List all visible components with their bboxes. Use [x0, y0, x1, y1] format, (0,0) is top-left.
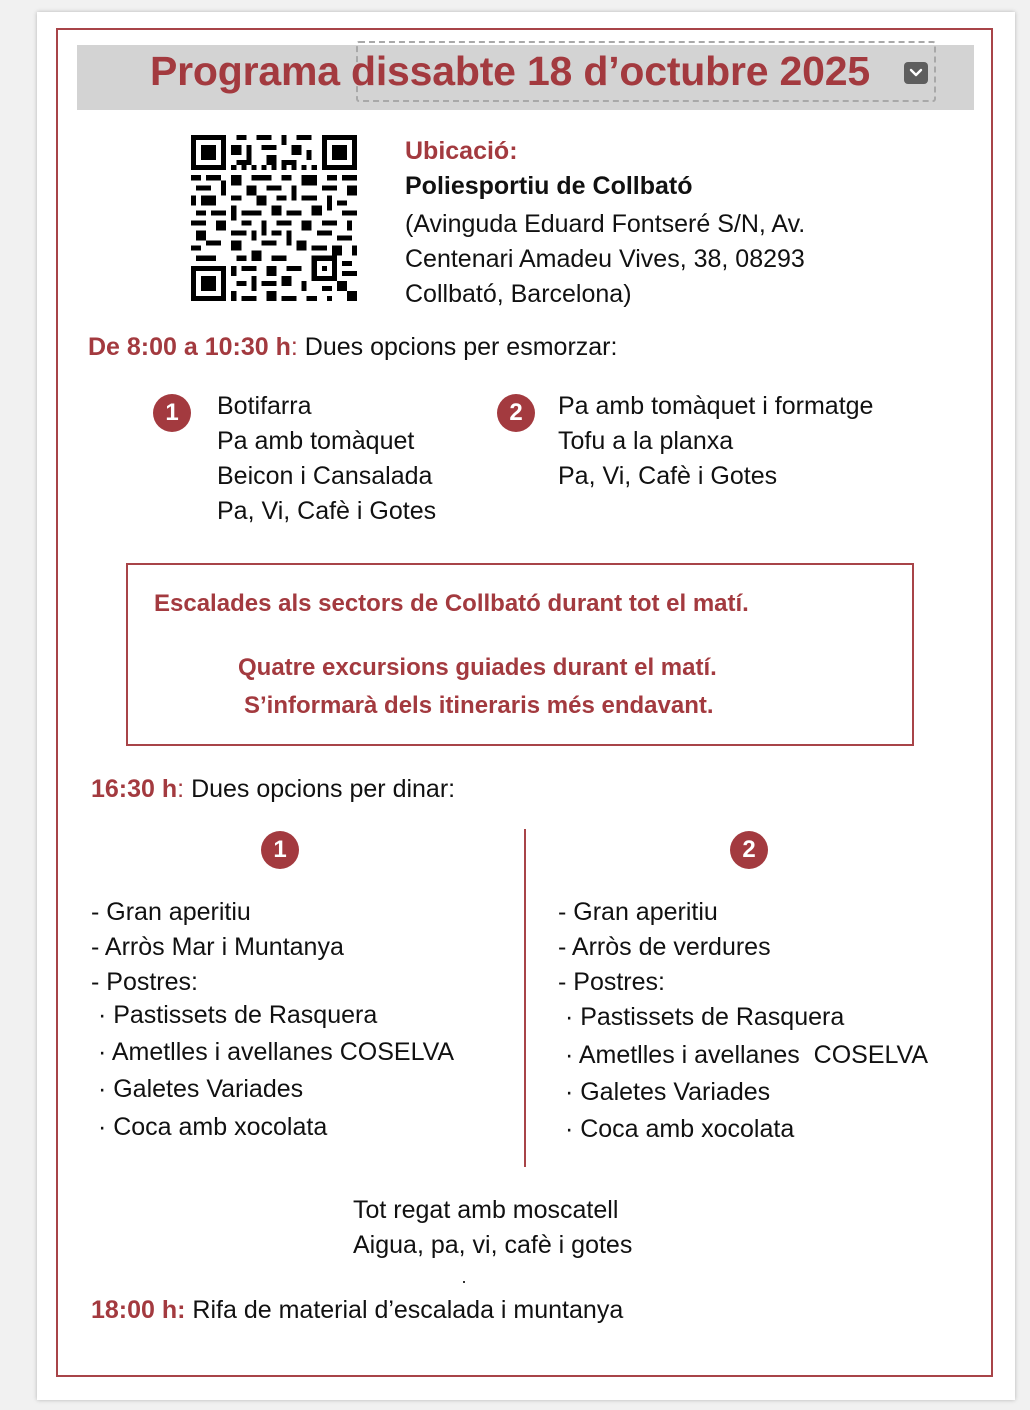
breakfast-option-1-badge: 1: [153, 394, 191, 432]
lunch-note-line: Aigua, pa, vi, cafè i gotes: [353, 1231, 633, 1259]
list-item: · Pastissets de Rasquera: [558, 1003, 845, 1031]
list-item: Pa amb tomàquet: [217, 427, 415, 455]
title-prefix: Programa: [150, 48, 340, 94]
raffle-text: Rifa de material d’escalada i muntanya: [185, 1296, 624, 1324]
location-name: Poliesportiu de Collbató: [405, 172, 693, 200]
activities-climbing: Escalades als sectors de Collbató durant tot el matí.: [154, 590, 749, 617]
location-label: Ubicació:: [405, 137, 518, 165]
lunch-time: 16:30 h: [91, 775, 178, 803]
breakfast-colon: :: [290, 333, 298, 361]
chevron-down-icon[interactable]: [904, 62, 928, 84]
lunch-option-1-badge: 1: [261, 831, 299, 869]
page-title: [150, 48, 870, 95]
list-item: · Pastissets de Rasquera: [91, 1001, 378, 1029]
list-item: - Arròs de verdures: [558, 933, 771, 961]
activities-info: S’informarà dels itineraris més endavant.: [244, 692, 714, 719]
lunch-note-line: Tot regat amb moscatell: [353, 1196, 619, 1224]
list-item: · Coca amb xocolata: [91, 1113, 328, 1141]
stray-dot: [463, 1281, 465, 1283]
lunch-colon: :: [177, 775, 185, 803]
lunch-option-2-badge: 2: [730, 831, 768, 869]
list-item: Botifarra: [217, 392, 312, 420]
list-item: · Galetes Variades: [91, 1075, 304, 1103]
raffle-time: 18:00 h:: [91, 1296, 186, 1324]
lunch-heading: [91, 775, 455, 804]
title-date[interactable]: dissabte 18 d’octubre 2025: [351, 48, 870, 94]
list-item: Beicon i Cansalada: [217, 462, 433, 490]
breakfast-option-2-list: [558, 389, 873, 494]
column-divider: [524, 829, 526, 1167]
list-item: - Postres:: [91, 968, 198, 996]
list-item: Tofu a la planxa: [558, 427, 734, 455]
list-item: Pa, Vi, Cafè i Gotes: [558, 462, 778, 490]
list-item: - Postres:: [558, 968, 665, 996]
breakfast-heading: [88, 333, 617, 362]
raffle-heading: [91, 1296, 623, 1325]
breakfast-time: De 8:00 a 10:30 h: [88, 333, 291, 361]
list-item: · Ametlles i avellanes COSELVA: [558, 1041, 929, 1069]
list-item: Pa amb tomàquet i formatge: [558, 392, 874, 420]
list-item: · Ametlles i avellanes COSELVA: [91, 1038, 455, 1066]
list-item: · Galetes Variades: [558, 1078, 771, 1106]
breakfast-text: Dues opcions per esmorzar:: [297, 333, 618, 361]
list-item: - Arròs Mar i Muntanya: [91, 933, 344, 961]
breakfast-option-2-badge: 2: [497, 394, 535, 432]
list-item: · Coca amb xocolata: [558, 1115, 795, 1143]
list-item: - Gran aperitiu: [558, 898, 718, 926]
activities-excursions: Quatre excursions guiades durant el matí.: [238, 654, 717, 681]
list-item: - Gran aperitiu: [91, 898, 251, 926]
lunch-note: [353, 1193, 632, 1263]
lunch-text: Dues opcions per dinar:: [184, 775, 456, 803]
list-item: Pa, Vi, Cafè i Gotes: [217, 497, 437, 525]
breakfast-option-1-list: [217, 389, 436, 529]
location-address: (Avinguda Eduard Fontseré S/N, Av. Centenari Amadeu Vives, 38, 08293 Collbató, Barcelona): [405, 210, 806, 308]
qr-code-icon: [191, 135, 357, 301]
